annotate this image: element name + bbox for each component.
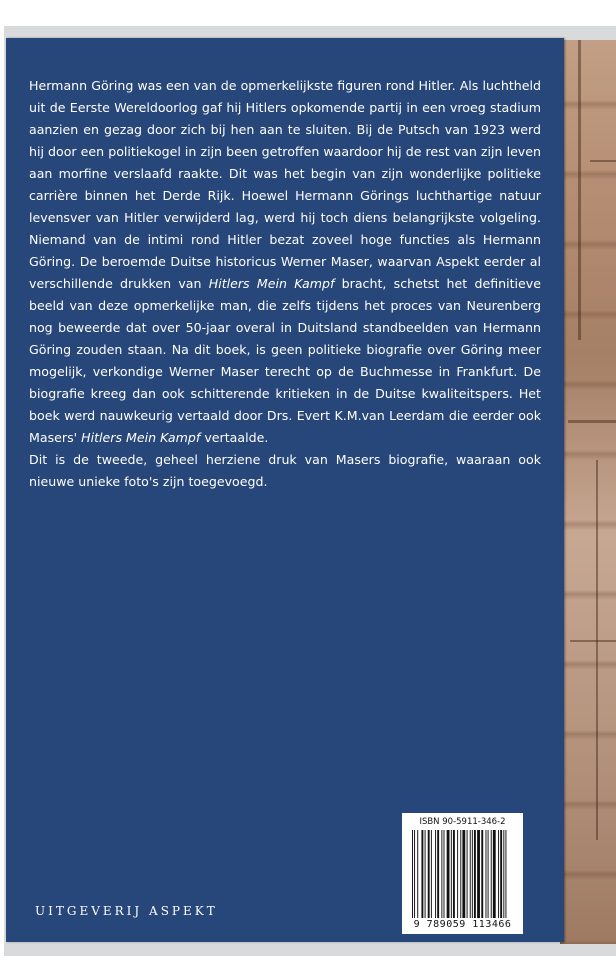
blurb-text: Hermann Göring was een van de opmerkelijkste figuren rond Hitler. Als luchtheld uit de Eerste Wereldoorlog gaf hij Hitlers opkomende partij in een vroeg stadium aanzien en gezag door zich bij hen aan te sluiten. Bij de Putsch van 1923 werd hij door een politiekogel in zijn been getroffen waardoor hij de rest van zijn leven aan morfine verslaafd raakte. Dit was het begin van zijn wonderlijke politieke carrière binnen het Derde Rijk. Hoewel Hermann Görings luchthartige natuur levensver van Hitler verwijderd lag, werd hij toch diens belangrijkste volgeling. Niemand van de intimi rond Hitler bezat zoveel hoge functies als Hermann Göring. De beroemde Duitse historicus Werner Maser, waarvan Aspekt eerder al verschillende drukken van (29, 78, 541, 291)
barcode-number: 9 789059 113466 (413, 919, 512, 930)
barcode-bars (412, 830, 516, 918)
book-title-italic: Hitlers Mein Kampf (81, 430, 201, 445)
barcode-label (402, 813, 523, 934)
blurb-text: bracht, schetst het definitieve beeld van deze opmerkelijke man, die zelfs tijdens het proces van Neurenberg nog beweerde dat over 50-jaar overal in Duitsland standbeelden van Hermann Göring zouden staan. Na dit boek, is geen politieke biografie over Göring meer mogelijk, verkondige Werner Maser terecht op de Buchmesse in Frankfurt. De biografie kreeg dan ook schitterende kritieken in de Duitse kwaliteitspers. Het boek werd nauwkeurig vertaald door Drs. Evert K.M.van Leerdam die eerder ook Masers' (29, 276, 541, 445)
book-title-italic: Hitlers Mein Kampf (208, 276, 335, 291)
cover-photo-edge (560, 40, 616, 944)
blurb-paragraph (29, 75, 541, 449)
blurb-paragraph: Dit is de tweede, geheel herziene druk van Masers biografie, waaraan ook nieuwe unieke foto's zijn toegevoegd. (29, 452, 541, 489)
isbn-text: ISBN 90-5911-346-2 (419, 817, 506, 827)
blurb-text: vertaalde. (200, 430, 269, 445)
publisher-name: UITGEVERIJ ASPEKT (35, 904, 218, 918)
back-cover-blurb (29, 75, 541, 493)
